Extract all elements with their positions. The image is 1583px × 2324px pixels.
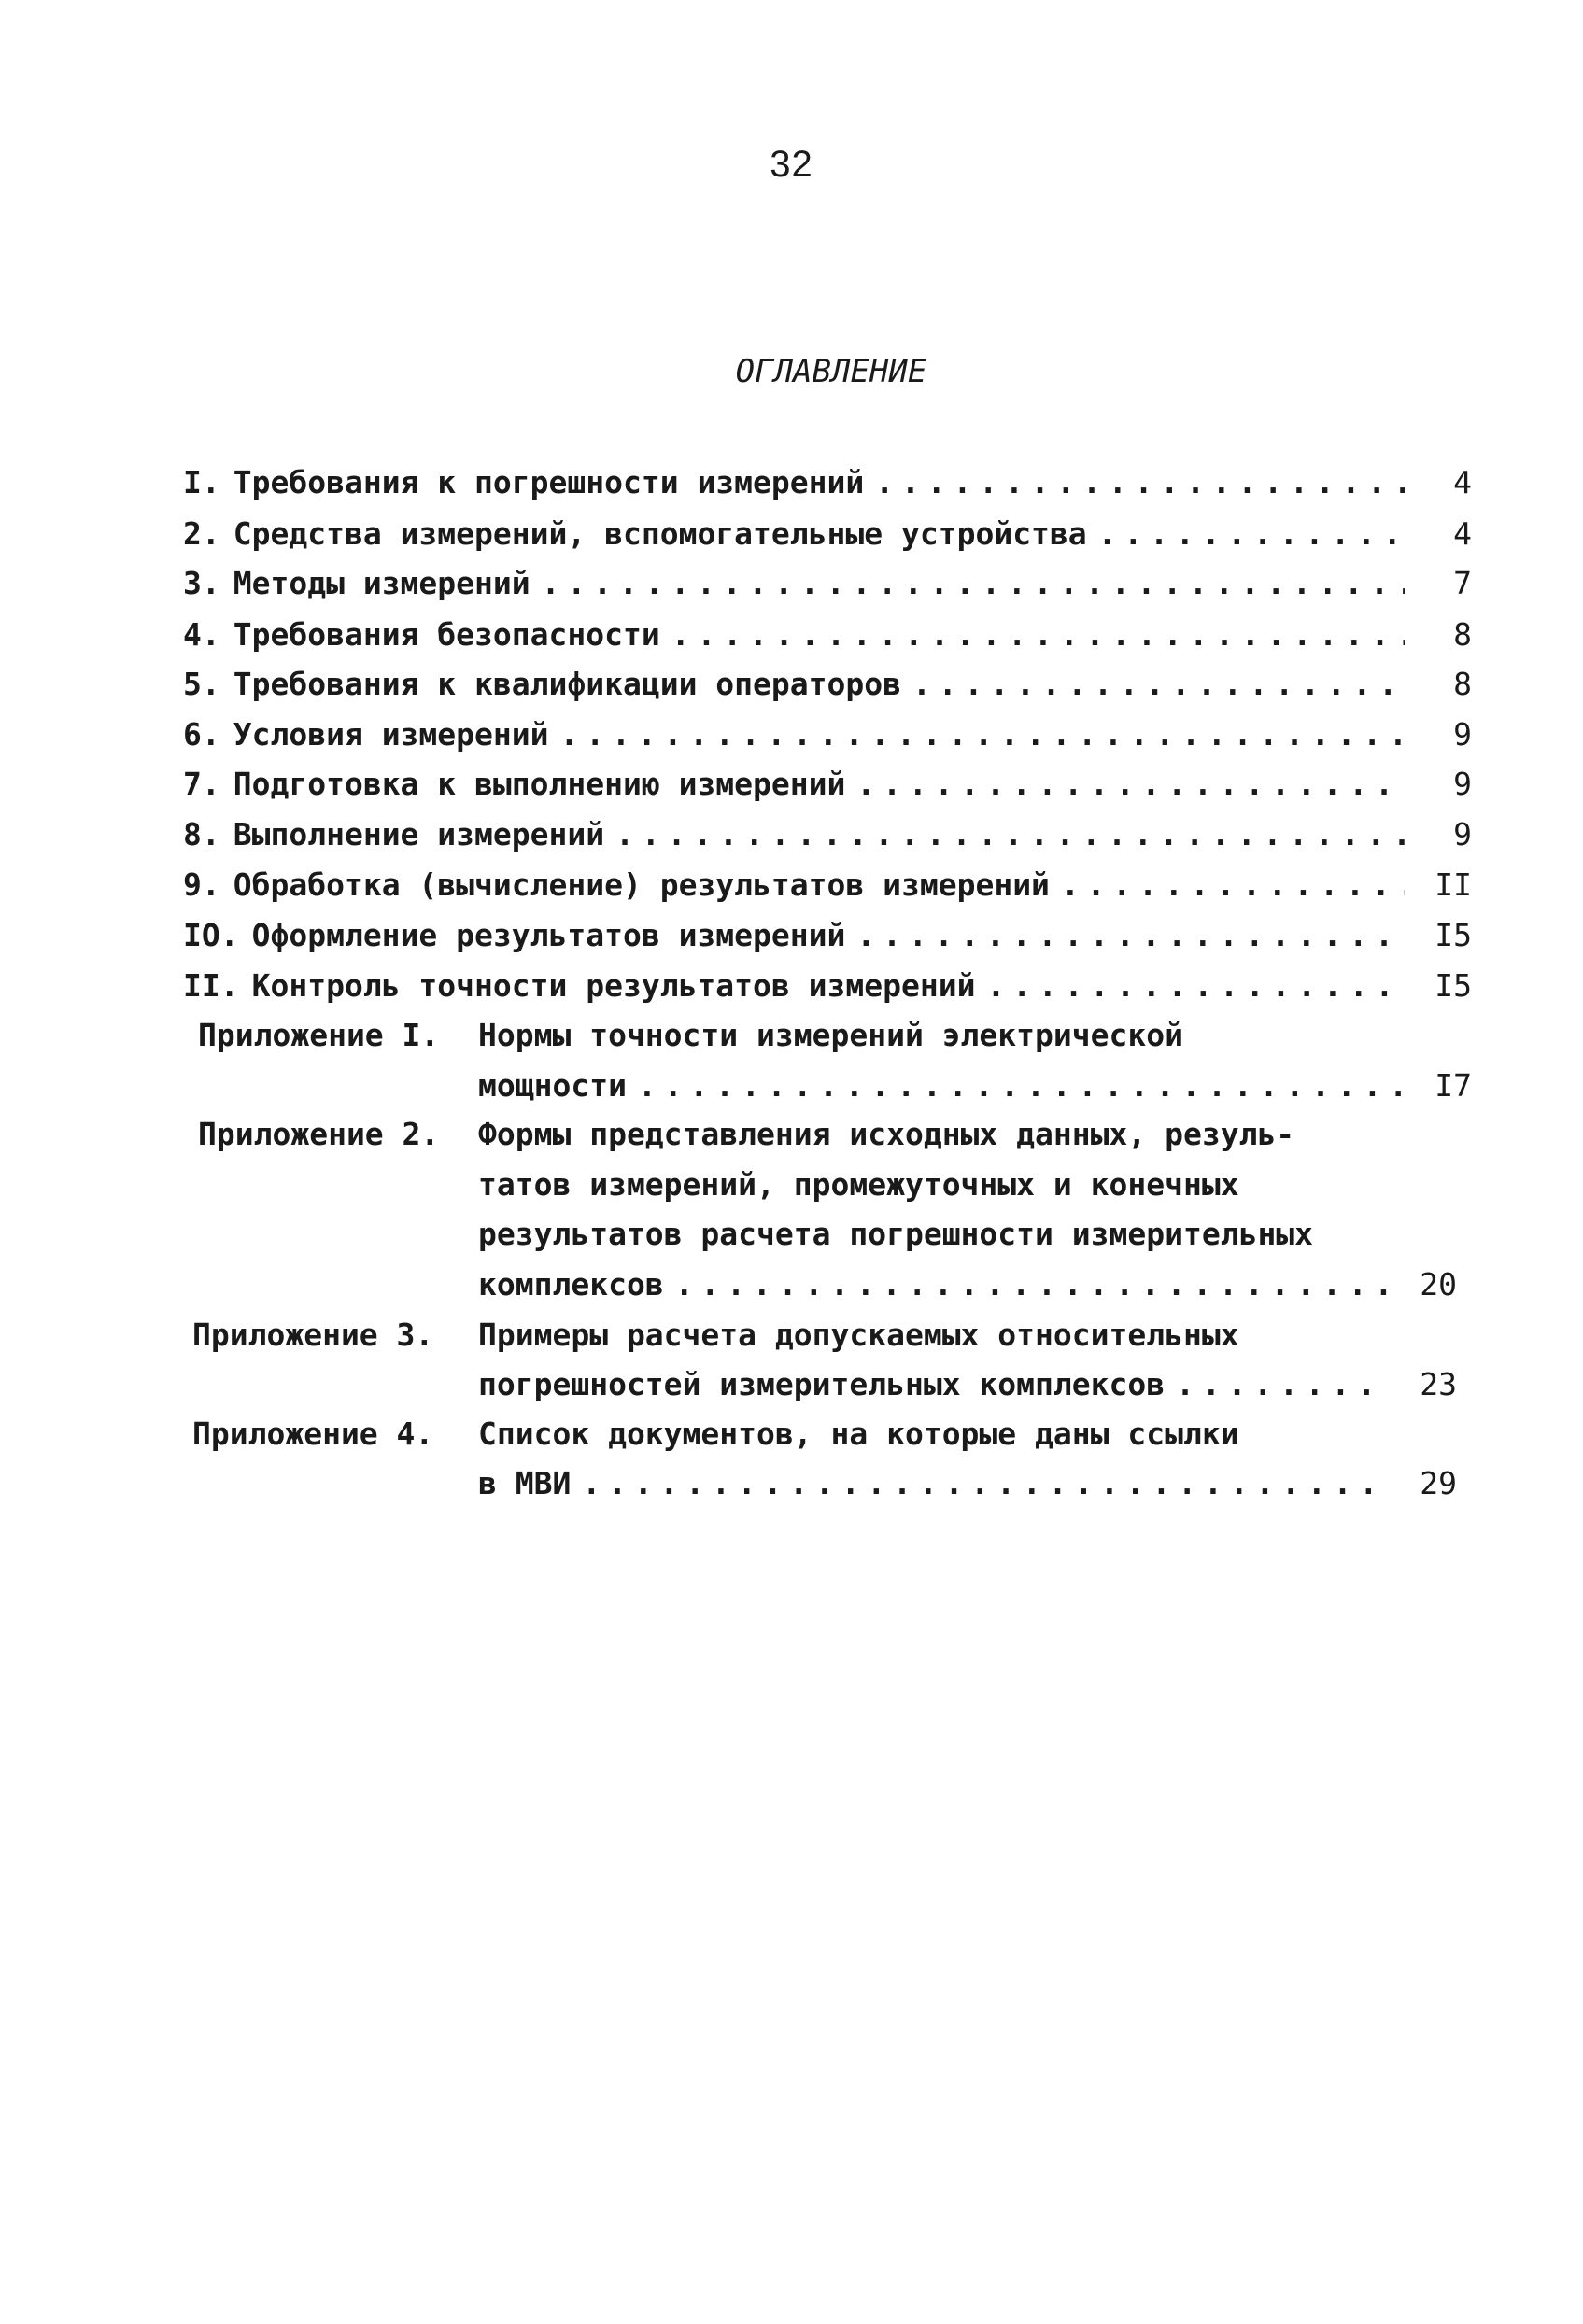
toc-entry-number: 7.	[183, 766, 220, 802]
toc-entry-title: Условия измерений	[233, 716, 549, 753]
appendix-title: погрешностей измерительных комплексов	[478, 1366, 1166, 1402]
appendix-title: комплексов	[478, 1266, 664, 1303]
toc-entry-page: 7	[1453, 565, 1472, 601]
appendix-title: результатов расчета погрешности измерительных	[478, 1216, 1314, 1252]
toc-entry-title: Подготовка к выполнению измерений	[233, 766, 846, 802]
toc-entry-number: 8.	[183, 816, 220, 852]
toc-entry-title: Требования к квалификации операторов	[233, 666, 901, 702]
toc-entry-11	[183, 965, 1472, 1007]
appendix-label: Приложение 2.	[198, 1116, 440, 1152]
appendix-title: мощности	[478, 1067, 627, 1104]
appendix-2-line-2	[478, 1164, 1472, 1205]
toc-entry-title: Средства измерений, вспомогательные устройства	[233, 515, 1087, 552]
appendix-title: татов измерений, промежуточных и конечных	[478, 1166, 1239, 1203]
appendix-title: Формы представления исходных данных, резуль-	[478, 1116, 1295, 1152]
appendix-2-line-4	[478, 1264, 1457, 1305]
toc-entry-number: II.	[183, 967, 239, 1004]
toc-entry-title: Требования к погрешности измерений	[233, 464, 865, 500]
toc-entry-number: 2.	[183, 515, 220, 552]
appendix-page: I7	[1435, 1067, 1472, 1104]
toc-leader-dots	[1098, 514, 1405, 555]
toc-entry-10	[183, 915, 1472, 956]
toc-leader-dots	[1176, 1364, 1390, 1405]
toc-leader-dots	[671, 614, 1405, 655]
toc-entry-8	[183, 814, 1472, 855]
toc-entry-6	[183, 714, 1472, 755]
toc-leader-dots	[675, 1264, 1390, 1305]
appendix-4-line-2	[478, 1463, 1457, 1504]
toc-leader-dots	[542, 563, 1405, 604]
appendix-1-line-2	[478, 1065, 1472, 1106]
toc-entry-page: 4	[1453, 464, 1472, 500]
toc-entry-2	[183, 514, 1472, 555]
appendix-page: 20	[1420, 1266, 1457, 1303]
toc-leader-dots	[875, 462, 1405, 503]
toc-leader-dots	[986, 965, 1405, 1007]
appendix-title: Примеры расчета допускаемых относительных	[478, 1317, 1239, 1353]
toc-entry-9	[183, 865, 1472, 906]
toc-entry-page: 8	[1453, 616, 1472, 653]
toc-entry-page: 9	[1453, 766, 1472, 802]
appendix-4-line-1	[192, 1414, 1457, 1455]
toc-entry-number: 9.	[183, 866, 220, 903]
appendix-page: 23	[1420, 1366, 1457, 1402]
toc-leader-dots	[638, 1065, 1405, 1106]
toc-entry-title: Требования безопасности	[233, 616, 660, 653]
toc-entry-page: II	[1435, 866, 1472, 903]
toc-leader-dots	[856, 764, 1405, 805]
toc-entry-page: 9	[1453, 816, 1472, 852]
toc-entry-7	[183, 764, 1472, 805]
toc-entry-page: I5	[1435, 917, 1472, 953]
toc-heading: ОГЛАВЛЕНИЕ	[735, 353, 927, 390]
toc-entry-1	[183, 462, 1472, 503]
appendix-3-line-2	[478, 1364, 1457, 1405]
toc-entry-title: Обработка (вычисление) результатов измерений	[233, 866, 1050, 903]
toc-leader-dots	[582, 1463, 1390, 1504]
appendix-label: Приложение I.	[198, 1017, 440, 1053]
toc-entry-page: 8	[1453, 666, 1472, 702]
toc-entry-number: 6.	[183, 716, 220, 753]
appendix-2-line-3	[478, 1214, 1472, 1255]
appendix-label: Приложение 3.	[192, 1317, 434, 1353]
toc-entry-number: I.	[183, 464, 220, 500]
toc-entry-number: IO.	[183, 917, 239, 953]
toc-leader-dots	[615, 814, 1405, 855]
appendix-title: Нормы точности измерений электрической	[478, 1017, 1183, 1053]
toc-entry-title: Оформление результатов измерений	[251, 917, 846, 953]
toc-entry-number: 5.	[183, 666, 220, 702]
toc-leader-dots	[1061, 865, 1405, 906]
toc-entry-5	[183, 664, 1472, 705]
appendix-label: Приложение 4.	[192, 1416, 434, 1452]
toc-leader-dots	[912, 664, 1405, 705]
toc-entry-page: 9	[1453, 716, 1472, 753]
appendix-1-line-1	[198, 1015, 1472, 1056]
appendix-page: 29	[1420, 1465, 1457, 1501]
appendix-2-line-1	[198, 1114, 1472, 1155]
toc-entry-title: Методы измерений	[233, 565, 530, 601]
appendix-title: в МВИ	[478, 1465, 572, 1501]
page-number: 32	[770, 144, 813, 185]
toc-entry-4	[183, 614, 1472, 655]
appendix-title: Список документов, на которые даны ссылки	[478, 1416, 1239, 1452]
toc-leader-dots	[856, 915, 1405, 956]
toc-entry-3	[183, 563, 1472, 604]
toc-leader-dots	[560, 714, 1405, 755]
toc-entry-title: Контроль точности результатов измерений	[251, 967, 976, 1004]
toc-entry-number: 4.	[183, 616, 220, 653]
toc-entry-number: 3.	[183, 565, 220, 601]
toc-entry-page: 4	[1453, 515, 1472, 552]
toc-entry-title: Выполнение измерений	[233, 816, 605, 852]
appendix-3-line-1	[192, 1315, 1457, 1356]
toc-entry-page: I5	[1435, 967, 1472, 1004]
